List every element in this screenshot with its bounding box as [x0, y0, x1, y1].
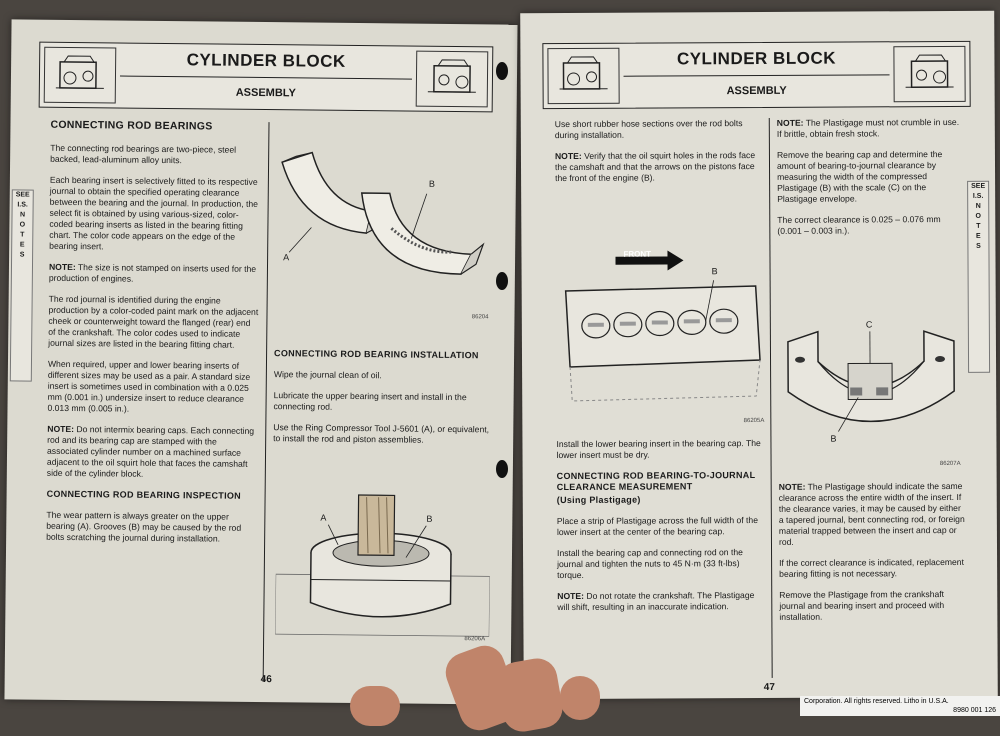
note-label: NOTE: — [47, 424, 74, 434]
clearance-subtitle: (Using Plastigage) — [557, 494, 763, 506]
install-step: Lubricate the upper bearing insert and install in the connecting rod. — [273, 390, 489, 414]
paragraph: The wear pattern is always greater on the upper bearing (A). Grooves (B) may be caused by the rod bolts scratching the journal during installation. — [46, 510, 256, 545]
left-column — [46, 120, 261, 555]
note-text: The Plastigage must not crumble in use. If brittle, obtain fresh stock. — [777, 117, 959, 139]
binder-hole — [496, 272, 508, 290]
right-column — [777, 117, 964, 247]
page-number: 47 — [764, 682, 775, 693]
paragraph: When required, upper and lower bearing inserts of different sizes may be used as a pair. A standard size insert is sometimes used in combination with a 0.025 mm (0.001 in.) undersize insert to reduce clearance 0.013 mm (0.005 in.). — [47, 359, 258, 416]
binder-hole — [496, 62, 508, 80]
figure-label-b: B — [830, 434, 836, 444]
header-subtitle: ASSEMBLY — [624, 78, 890, 97]
paragraph: Use short rubber hose sections over the rod bolts during installation. — [555, 118, 761, 141]
figure-label-c: C — [866, 319, 873, 329]
clearance-step: Place a strip of Plastigage across the full width of the lower insert at the center of the bearing cap. — [557, 515, 763, 538]
header-title: CYLINDER BLOCK — [623, 48, 889, 69]
note-label: NOTE: — [777, 118, 804, 128]
bearing-inserts-figure — [270, 132, 494, 324]
left-column-lower — [556, 438, 763, 623]
note-label: NOTE: — [779, 482, 806, 492]
figure-label-b: B — [712, 266, 718, 276]
column-divider — [769, 118, 773, 678]
note-label: NOTE: — [49, 262, 76, 272]
page-header — [39, 42, 494, 113]
paragraph: Remove the bearing cap and determine the amount of bearing-to-journal clearance by measuring the width of the compressed Plastigage (B) with the scale (C) on the Plastigage envelope. — [777, 149, 963, 205]
note-text: Verify that the oil squirt holes in the rods face the camshaft and that the arrows on the pistons face the front of the engine (B). — [555, 150, 755, 183]
figure-label-a: A — [320, 513, 326, 523]
note — [47, 424, 258, 481]
note-text: The size is not stamped on inserts used for the production of engines. — [49, 262, 256, 284]
see-is-notes-tab: SEE I.S. N O T E S — [10, 189, 34, 381]
note-text: Do not rotate the crankshaft. The Plastigage will shift, resulting in an inaccurate indication. — [557, 590, 754, 612]
paragraph: If the correct clearance is indicated, replacement bearing fitting is not necessary. — [779, 557, 965, 580]
figure-label-b: B — [429, 179, 435, 189]
right-page — [520, 11, 998, 699]
header-divider — [624, 74, 890, 76]
note — [555, 150, 761, 184]
note — [777, 117, 963, 140]
engine-illustration-icon — [44, 47, 117, 104]
clearance-step: Install the bearing cap and connecting rod on the journal and tighten the nuts to 45 N·m (33 ft-lbs) torque. — [557, 547, 763, 581]
note-text: The Plastigage should indicate the same clearance across the entire width of the insert. If the clearance varies, it may be caused by either a tapered journal, bent connecting rod, or foreign material trapped between the insert and cap or rod. — [779, 481, 965, 547]
install-step: Wipe the journal clean of oil. — [274, 369, 490, 382]
inspection-title: CONNECTING ROD BEARING INSPECTION — [47, 489, 257, 502]
binder-hole — [496, 460, 508, 478]
engine-illustration-icon — [893, 46, 965, 102]
right-column — [273, 340, 490, 456]
hand-finger — [350, 686, 400, 726]
engine-illustration-icon — [416, 51, 489, 108]
right-column-lower — [779, 481, 966, 633]
footer-code: 8980 001 126 — [804, 706, 996, 715]
note — [49, 262, 259, 286]
engine-illustration-icon — [547, 48, 619, 104]
left-page — [4, 19, 517, 704]
paragraph: Each bearing insert is selectively fitted to its respective journal to obtain the specified operating clearance between the bearing and the journal. In production, the select fit is obtained by using various-sized, color-coded bearing inserts as listed in the bearing fitting chart. The color code appears on the edge of the bearing insert. — [49, 175, 260, 254]
note-text: Do not intermix bearing caps. Each connecting rod and its bearing cap are stamped with the associated cylinder number on a machined surface adjacent to the oil squirt hole that faces the camshaft side of the cylinder block. — [47, 424, 254, 479]
left-column — [555, 118, 761, 194]
see-is-notes-tab: SEE I.S. N O T E S — [967, 181, 990, 373]
footer-copyright — [800, 696, 1000, 716]
paragraph: The connecting rod bearings are two-piece, steel backed, lead-aluminum alloy units. — [50, 143, 260, 167]
front-label: FRONT — [623, 250, 651, 259]
paragraph: Remove the Plastigage from the crankshaft journal and bearing insert and proceed with installation. — [779, 589, 965, 623]
hand-finger — [560, 676, 600, 720]
column-divider — [263, 122, 270, 682]
note-label: NOTE: — [555, 151, 582, 161]
install-title: CONNECTING ROD BEARING INSTALLATION — [274, 348, 490, 361]
section-title: CONNECTING ROD BEARINGS — [50, 120, 260, 133]
plastigage-figure — [778, 301, 965, 472]
clearance-title: CONNECTING ROD BEARING-TO-JOURNAL CLEARANCE MEASUREMENT — [557, 470, 763, 493]
header-subtitle: ASSEMBLY — [120, 80, 412, 101]
figure-number: 86206A — [464, 636, 485, 642]
figure-number: 86205A — [744, 418, 765, 424]
figure-number: 86207A — [940, 461, 961, 467]
note — [557, 590, 763, 613]
header-divider — [120, 76, 412, 80]
figure-number: 86204 — [472, 314, 489, 320]
figure-label-a: A — [283, 252, 289, 262]
page-number: 46 — [261, 674, 272, 685]
page-header — [542, 41, 970, 109]
ring-compressor-figure — [275, 484, 491, 646]
paragraph: The rod journal is identified during the engine production by a color-coded paint mark on the adjacent cheek or counterweight toward the flanged (rear) end of the crankshaft. The color codes used to indicate journal sizes are listed in the bearing fitting chart. — [48, 294, 259, 351]
figure-label-b: B — [426, 514, 432, 524]
footer-text: Corporation. All rights reserved. Litho in U.S.A. — [804, 697, 996, 706]
header-title: CYLINDER BLOCK — [120, 50, 412, 73]
note-label: NOTE: — [557, 591, 584, 601]
note — [779, 481, 965, 548]
engine-block-figure — [555, 250, 768, 429]
paragraph: The correct clearance is 0.025 – 0.076 mm (0.001 – 0.003 in.). — [777, 214, 963, 237]
paragraph: Install the lower bearing insert in the bearing cap. The lower insert must be dry. — [556, 438, 762, 461]
install-step: Use the Ring Compressor Tool J-5601 (A), or equivalent, to install the rod and piston assemblies. — [273, 422, 489, 446]
